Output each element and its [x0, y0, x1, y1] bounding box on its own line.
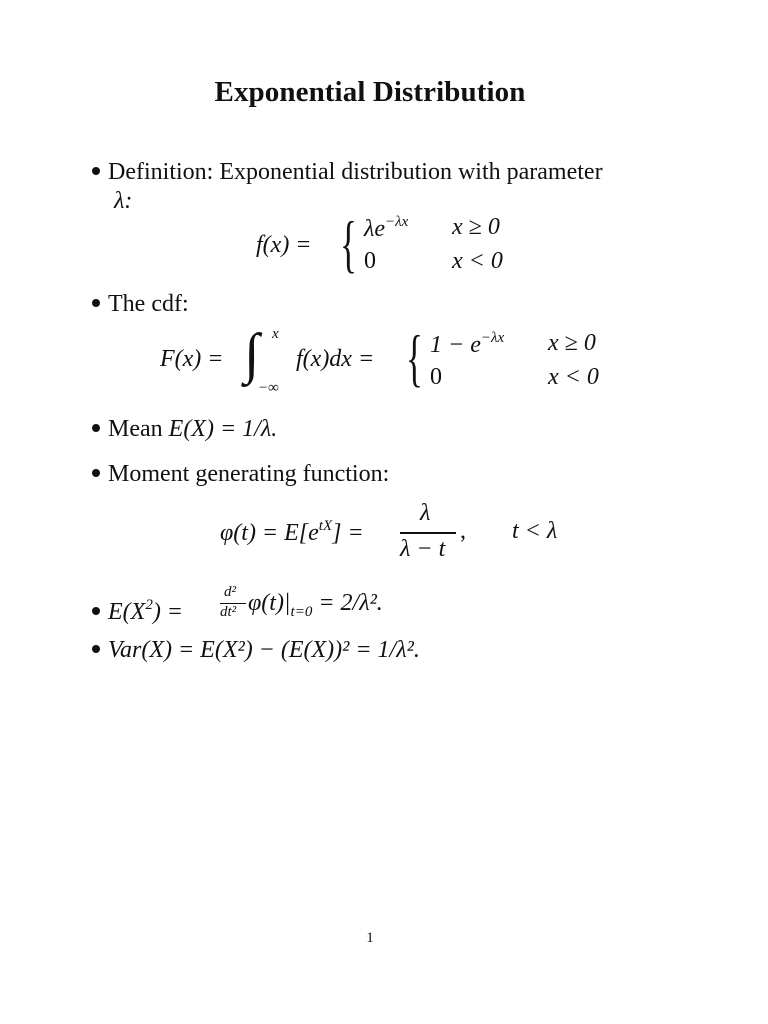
- mgf-condition: t < λ: [512, 518, 558, 544]
- mgf-fraction-bar: [400, 532, 456, 534]
- definition-bullet: [92, 157, 603, 187]
- bullet-dot: [92, 469, 100, 477]
- pdf-case1-cond: x ≥ 0: [452, 214, 500, 240]
- pdf-case2-cond: x < 0: [452, 248, 503, 274]
- cdf-label: The cdf:: [108, 291, 189, 317]
- bullet-dot: [92, 167, 100, 175]
- derivative-numerator: d²: [224, 584, 236, 600]
- cdf-case1-expr: $1 - e^{-\lambda x}$: [430, 330, 505, 358]
- second-moment-bullet: [92, 590, 183, 627]
- pdf-case2-expr: 0: [364, 248, 376, 274]
- page-number: 1: [366, 930, 374, 946]
- integral-sign: ∫: [244, 323, 260, 385]
- mgf-lhs: $\varphi(t) = E[e^{tX}]$ =: [220, 518, 364, 546]
- mean-bullet: [92, 414, 277, 444]
- bullet-dot: [92, 424, 100, 432]
- integral-lower-limit: −∞: [258, 380, 279, 396]
- bullet-dot: [92, 607, 100, 615]
- mgf-numerator: λ: [420, 500, 431, 526]
- cdf-lhs: F(x) =: [160, 346, 224, 372]
- definition-text: Definition: Exponential distribution with parameter: [108, 159, 603, 185]
- cdf-case2-expr: 0: [430, 364, 442, 390]
- variance-expr: Var(X) = E(X²) − (E(X))² = 1/λ².: [108, 637, 420, 663]
- mean-label: Mean: [108, 416, 163, 442]
- integral-upper-limit: x: [272, 326, 279, 342]
- bullet-dot: [92, 645, 100, 653]
- variance-bullet: [92, 635, 420, 665]
- mgf-label: Moment generating function:: [108, 461, 390, 487]
- pdf-lhs: f(x) =: [256, 232, 312, 258]
- definition-lambda: λ:: [114, 188, 133, 214]
- pdf-case1-expr: $\lambda e^{-\lambda x}$: [364, 214, 409, 242]
- pdf-brace: {: [340, 208, 357, 279]
- cdf-case1-cond: x ≥ 0: [548, 330, 596, 356]
- mgf-denominator: λ − t: [400, 536, 446, 562]
- second-moment-lhs: $E(X^2)$ =: [108, 597, 183, 625]
- mgf-bullet: [92, 459, 389, 489]
- mean-expr: E(X) = 1/λ.: [168, 416, 278, 442]
- bullet-dot: [92, 299, 100, 307]
- cdf-integrand: f(x)dx =: [296, 346, 375, 372]
- derivative-denominator: dt²: [220, 604, 237, 620]
- cdf-brace: {: [406, 322, 423, 393]
- cdf-case2-cond: x < 0: [548, 364, 599, 390]
- cdf-bullet: [92, 289, 189, 319]
- mgf-comma: ,: [460, 518, 466, 544]
- second-moment-phi: $\varphi(t)|_{t=0} = 2/\lambda^2$.: [248, 590, 383, 620]
- page-title: Exponential Distribution: [214, 76, 526, 108]
